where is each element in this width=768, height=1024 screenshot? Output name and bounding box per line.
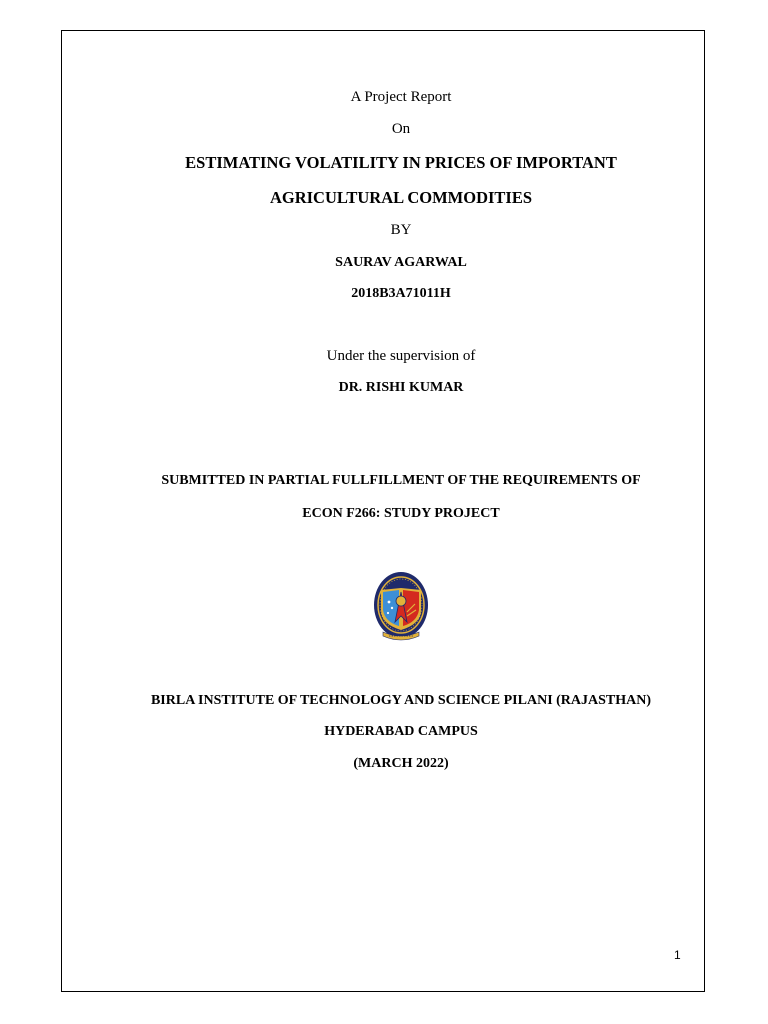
emblem-center-disc (396, 596, 406, 606)
submission-statement-line-2: ECON F266: STUDY PROJECT (302, 506, 500, 521)
campus-name: HYDERABAD CAMPUS (324, 724, 478, 739)
emblem-dot (388, 601, 391, 604)
page-number: 1 (674, 948, 681, 962)
supervisor-name: DR. RISHI KUMAR (338, 380, 464, 395)
author-name: SAURAV AGARWAL (335, 255, 467, 270)
institute-name: BIRLA INSTITUTE OF TECHNOLOGY AND SCIENCE PILANI (RAJASTHAN) (150, 693, 652, 708)
by-label: BY (390, 222, 412, 238)
bits-pilani-emblem-icon (361, 568, 441, 644)
submission-statement-line-1: SUBMITTED IN PARTIAL FULLFILLMENT OF THE REQUIREMENTS OF (161, 473, 641, 488)
report-title-line-2: AGRICULTURAL COMMODITIES (269, 188, 533, 207)
report-title-line-1: ESTIMATING VOLATILITY IN PRICES OF IMPORTANT (185, 153, 617, 172)
on-label: On (391, 121, 411, 137)
report-heading: A Project Report (350, 89, 452, 105)
supervision-label: Under the supervision of (326, 348, 476, 364)
emblem-dot (391, 607, 393, 609)
student-id: 2018B3A71011H (351, 286, 451, 301)
emblem-dot (387, 612, 389, 614)
submission-date: (MARCH 2022) (353, 756, 449, 771)
